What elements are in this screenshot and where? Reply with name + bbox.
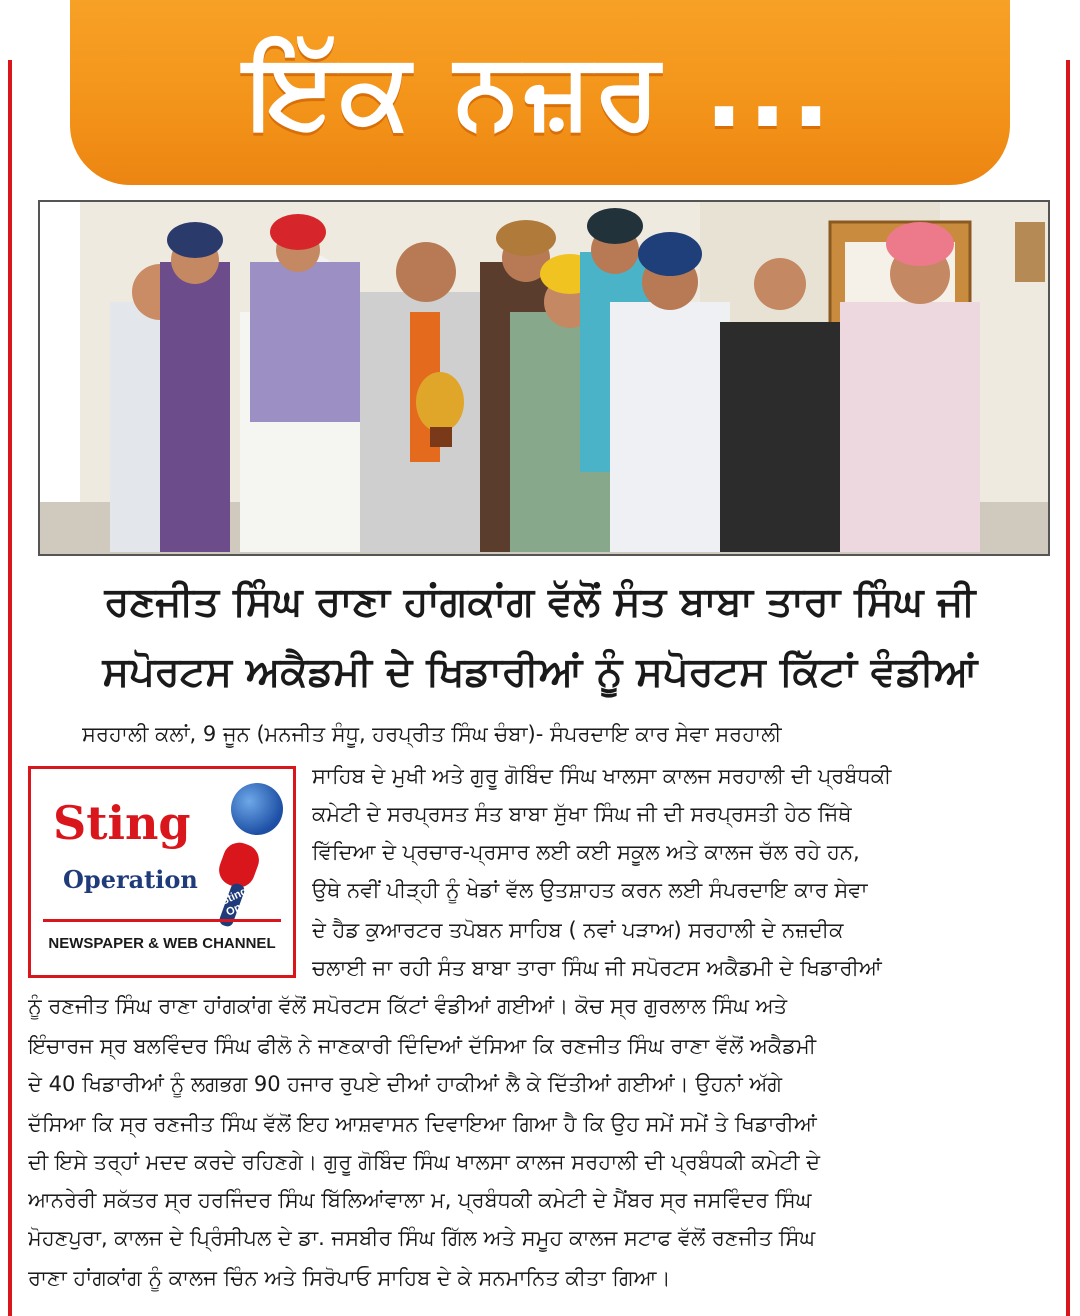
article-line: ਚਲਾਈ ਜਾ ਰਹੀ ਸੰਤ ਬਾਬਾ ਤਾਰਾ ਸਿੰਘ ਜੀ ਸਪੋਰਟਸ ਅਕੈਡਮੀ ਦੇ ਖਿਡਾਰੀਆਂ — [312, 956, 882, 980]
logo-mic-label: Sting Operation — [219, 885, 277, 919]
group-photo — [38, 200, 1050, 556]
article-line: ਨੂੰ ਰਣਜੀਤ ਸਿੰਘ ਰਾਣਾ ਹਾਂਗਕਾਂਗ ਵੱਲੋਂ ਸਪੋਰਟਸ ਕਿੱਟਾਂ ਵੰਡੀਆਂ ਗਈਆਂ। ਕੋਚ ਸ੍ਰ ਗੁਰਲਾਲ ਸਿੰਘ ਅਤੇ — [28, 994, 788, 1018]
article-line: ਦੇ 40 ਖਿਡਾਰੀਆਂ ਨੂੰ ਲਗਭਗ 90 ਹਜਾਰ ਰੁਪਏ ਦੀਆਂ ਹਾਕੀਆਂ ਲੈ ਕੇ ਦਿੱਤੀਆਂ ਗਈਆਂ। ਉਹਨਾਂ ਅੱਗੇ — [28, 1072, 783, 1096]
article-line: ਸਾਹਿਬ ਦੇ ਮੁਖੀ ਅਤੇ ਗੁਰੂ ਗੋਬਿੰਦ ਸਿੰਘ ਖਾਲਸਾ ਕਾਲਜ ਸਰਹਾਲੀ ਦੀ ਪ੍ਰਬੰਧਕੀ — [312, 764, 892, 788]
article-line: ਕਮੇਟੀ ਦੇ ਸਰਪ੍ਰਸਤ ਸੰਤ ਬਾਬਾ ਸੁੱਖਾ ਸਿੰਘ ਜੀ ਦੀ ਸਰਪ੍ਰਸਤੀ ਹੇਠ ਜਿੱਥੇ — [312, 802, 852, 826]
article-line: ਦੇ ਹੈਡ ਕੁਆਰਟਰ ਤਪੋਬਨ ਸਾਹਿਬ ( ਨਵਾਂ ਪੜਾਅ) ਸਰਹਾਲੀ ਦੇ ਨਜ਼ਦੀਕ — [312, 918, 844, 942]
article-line: ਵਿੱਦਿਆ ਦੇ ਪ੍ਰਚਾਰ-ਪ੍ਰਸਾਰ ਲਈ ਕਈ ਸਕੂਲ ਅਤੇ ਕਾਲਜ ਚੱਲ ਰਹੇ ਹਨ, — [312, 840, 860, 864]
sting-operation-logo — [28, 766, 296, 978]
group-photo-illustration — [40, 202, 1048, 554]
banner — [70, 0, 1010, 185]
article-line: ਸਰਹਾਲੀ ਕਲਾਂ, 9 ਜੂਨ (ਮਨਜੀਤ ਸੰਧੂ, ਹਰਪ੍ਰੀਤ ਸਿੰਘ ਚੰਬਾ)- ਸੰਪਰਦਾਇ ਕਾਰ ਸੇਵਾ ਸਰਹਾਲੀ — [82, 722, 782, 746]
logo-divider — [43, 919, 281, 922]
article-line: ਦੀ ਇਸੇ ਤਰ੍ਹਾਂ ਮਦਦ ਕਰਦੇ ਰਹਿਣਗੇ। ਗੁਰੂ ਗੋਬਿੰਦ ਸਿੰਘ ਖਾਲਸਾ ਕਾਲਜ ਸਰਹਾਲੀ ਦੀ ਪ੍ਰਬੰਧਕੀ ਕਮੇਟੀ ਦੇ — [28, 1150, 821, 1174]
logo-channel-text: NEWSPAPER & WEB CHANNEL — [48, 935, 276, 952]
article-line: ਉਥੇ ਨਵੀਂ ਪੀੜ੍ਹੀ ਨੂੰ ਖੇਡਾਂ ਵੱਲ ਉਤਸ਼ਾਹਤ ਕਰਨ ਲਈ ਸੰਪਰਦਾਇ ਕਾਰ ਸੇਵਾ — [312, 878, 868, 902]
article-line: ਮੋਹਣਪੁਰਾ, ਕਾਲਜ ਦੇ ਪ੍ਰਿੰਸੀਪਲ ਦੇ ਡਾ. ਜਸਬੀਰ ਸਿੰਘ ਗਿੱਲ ਅਤੇ ਸਮੂਹ ਕਾਲਜ ਸਟਾਫ ਵੱਲੋਂ ਰਣਜੀਤ ਸਿੰਘ — [28, 1226, 816, 1250]
headline-line-1: ਰਣਜੀਤ ਸਿੰਘ ਰਾਣਾ ਹਾਂਗਕਾਂਗ ਵੱਲੋਂ ਸੰਤ ਬਾਬਾ ਤਾਰਾ ਸਿੰਘ ਜੀ — [104, 579, 976, 625]
logo-sting-text: Sting — [53, 796, 191, 850]
globe-icon — [231, 783, 283, 835]
article-line: ਇੰਚਾਰਜ ਸ੍ਰ ਬਲਵਿੰਦਰ ਸਿੰਘ ਫੀਲੋ ਨੇ ਜਾਣਕਾਰੀ ਦਿੰਦਿਆਂ ਦੱਸਿਆ ਕਿ ਰਣਜੀਤ ਸਿੰਘ ਰਾਣਾ ਵੱਲੋਂ ਅਕੈਡਮੀ — [28, 1034, 817, 1058]
headline-line-2: ਸਪੋਰਟਸ ਅਕੈਡਮੀ ਦੇ ਖਿਡਾਰੀਆਂ ਨੂੰ ਸਪੋਰਟਸ ਕਿੱਟਾਂ ਵੰਡੀਆਂ — [102, 649, 978, 695]
logo-operation-text: Operation — [63, 865, 198, 894]
article-line: ਦੱਸਿਆ ਕਿ ਸ੍ਰ ਰਣਜੀਤ ਸਿੰਘ ਵੱਲੋਂ ਇਹ ਆਸ਼ਵਾਸਨ ਦਿਵਾਇਆ ਗਿਆ ਹੈ ਕਿ ਉਹ ਸਮੇਂ ਸਮੇਂ ਤੇ ਖਿਡਾਰੀਆਂ — [28, 1112, 817, 1136]
article-line: ਆਨਰੇਰੀ ਸਕੱਤਰ ਸ੍ਰ ਹਰਜਿੰਦਰ ਸਿੰਘ ਬਿੱਲਿਆਂਵਾਲਾ ਮ, ਪ੍ਰਬੰਧਕੀ ਕਮੇਟੀ ਦੇ ਮੈਂਬਰ ਸ੍ਰ ਜਸਵਿੰਦਰ ਸਿੰਘ — [28, 1188, 812, 1212]
article-line: ਰਾਣਾ ਹਾਂਗਕਾਂਗ ਨੂੰ ਕਾਲਜ ਚਿੰਨ ਅਤੇ ਸਿਰੋਪਾਓ ਸਾਹਿਬ ਦੇ ਕੇ ਸਨਮਾਨਿਤ ਕੀਤਾ ਗਿਆ। — [28, 1266, 671, 1290]
banner-title: ਇੱਕ ਨਜ਼ਰ ... — [245, 29, 835, 151]
